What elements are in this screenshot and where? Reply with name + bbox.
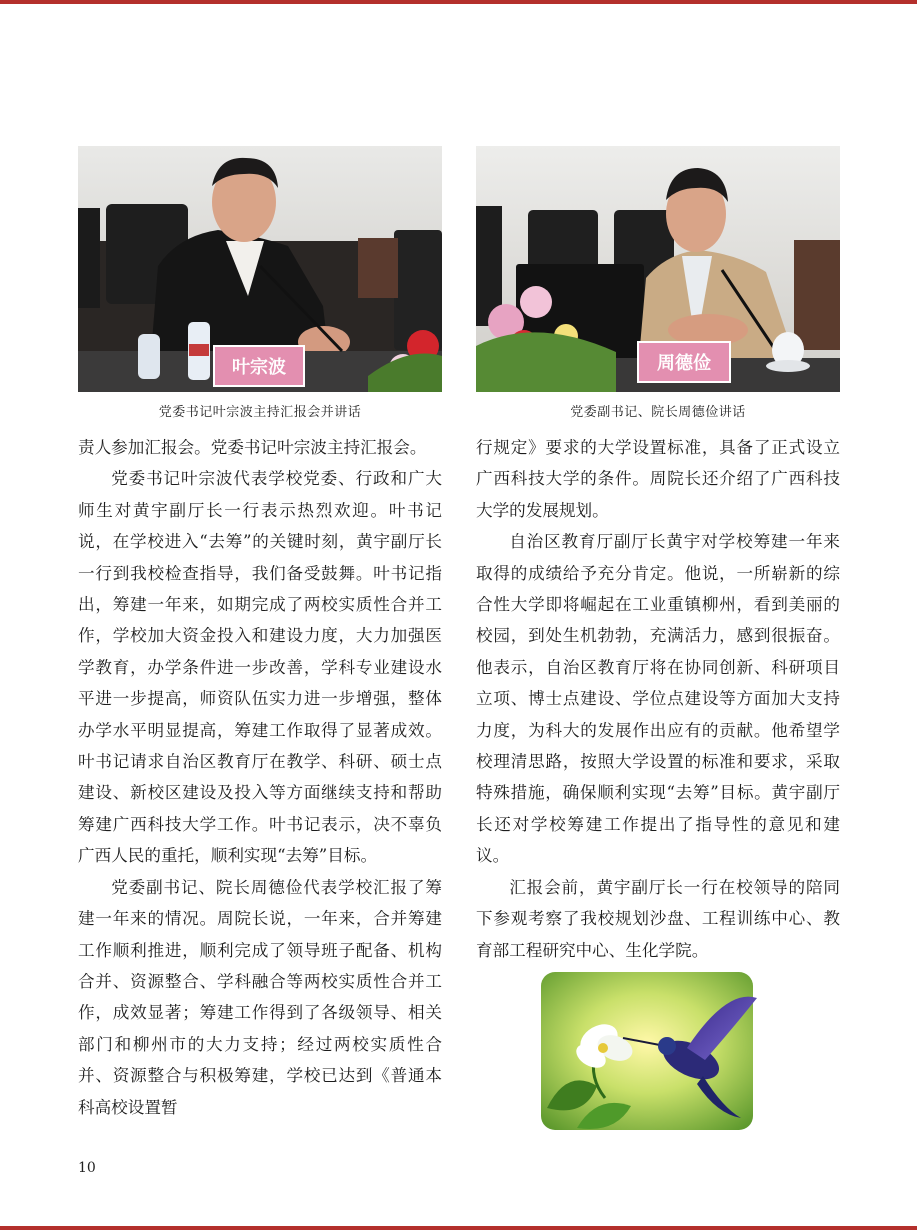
- page-number: 10: [78, 1160, 96, 1176]
- article-column-right: [476, 432, 840, 966]
- hummingbird-illustration: [527, 968, 763, 1136]
- paragraph: 责人参加汇报会。党委书记叶宗波主持汇报会。: [78, 438, 427, 457]
- bottom-rule: [0, 1226, 917, 1230]
- photo-party-secretary: [78, 146, 442, 392]
- photo-president: [476, 146, 840, 392]
- paragraph: 党委副书记、院长周德俭代表学校汇报了筹建一年来的情况。周院长说，一年来，合并筹建工作顺利推进，顺利完成了领导班子配备、机构合并、资源整合、学科融合等两校实质性合并工作，成效显著；筹建工作得到了各级领导、相关部门和柳州市的大力支持；经过两校实质性合并、资源整合与积极筹建，学校已达到《普通本科高校设置暂: [78, 877, 442, 1117]
- paragraph: 行规定》要求的大学设置标准，具备了正式设立广西科技大学的条件。周院长还介绍了广西科技大学的发展规划。: [476, 438, 840, 520]
- article-column-left: [78, 432, 442, 1123]
- name-sign-text: 周德俭: [657, 353, 711, 374]
- photo-caption: 党委副书记、院长周德俭讲话: [570, 405, 746, 420]
- paragraph: 党委书记叶宗波代表学校党委、行政和广大师生对黄宇副厅长一行表示热烈欢迎。叶书记说，在学校进入“去筹”的关键时刻，黄宇副厅长一行到我校检查指导，我们备受鼓舞。叶书记指出，筹建一年来，如期完成了两校实质性合并工作，学校加大资金投入和建设力度，大力加强医学教育，办学条件进一步改善，学科专业建设水平进一步提高，师资队伍实力进一步增强，整体办学水平明显提高，筹建工作取得了显著成效。叶书记请求自治区教育厅在教学、科研、硕士点建设、新校区建设及投入等方面继续支持和帮助筹建广西科技大学工作。叶书记表示，决不辜负广西人民的重托，顺利实现“去筹”目标。: [78, 469, 442, 866]
- top-rule: [0, 0, 917, 4]
- photo-caption: 党委书记叶宗波主持汇报会并讲话: [158, 405, 362, 420]
- name-sign-text: 叶宗波: [232, 357, 286, 378]
- paragraph: 自治区教育厅副厅长黄宇对学校筹建一年来取得的成绩给予充分肯定。他说，一所崭新的综合性大学即将崛起在工业重镇柳州，看到美丽的校园，到处生机勃勃，充满活力，感到很振奋。他表示，自治区教育厅将在协同创新、科研项目立项、博士点建设、学位点建设等方面加大支持力度，为科大的发展作出应有的贡献。他希望学校理清思路，按照大学设置的标准和要求，采取特殊措施，确保顺利实现“去筹”目标。黄宇副厅长还对学校筹建工作提出了指导性的意见和建议。: [476, 532, 840, 866]
- paragraph: 汇报会前，黄宇副厅长一行在校领导的陪同下参观考察了我校规划沙盘、工程训练中心、教育部工程研究中心、生化学院。: [476, 877, 840, 960]
